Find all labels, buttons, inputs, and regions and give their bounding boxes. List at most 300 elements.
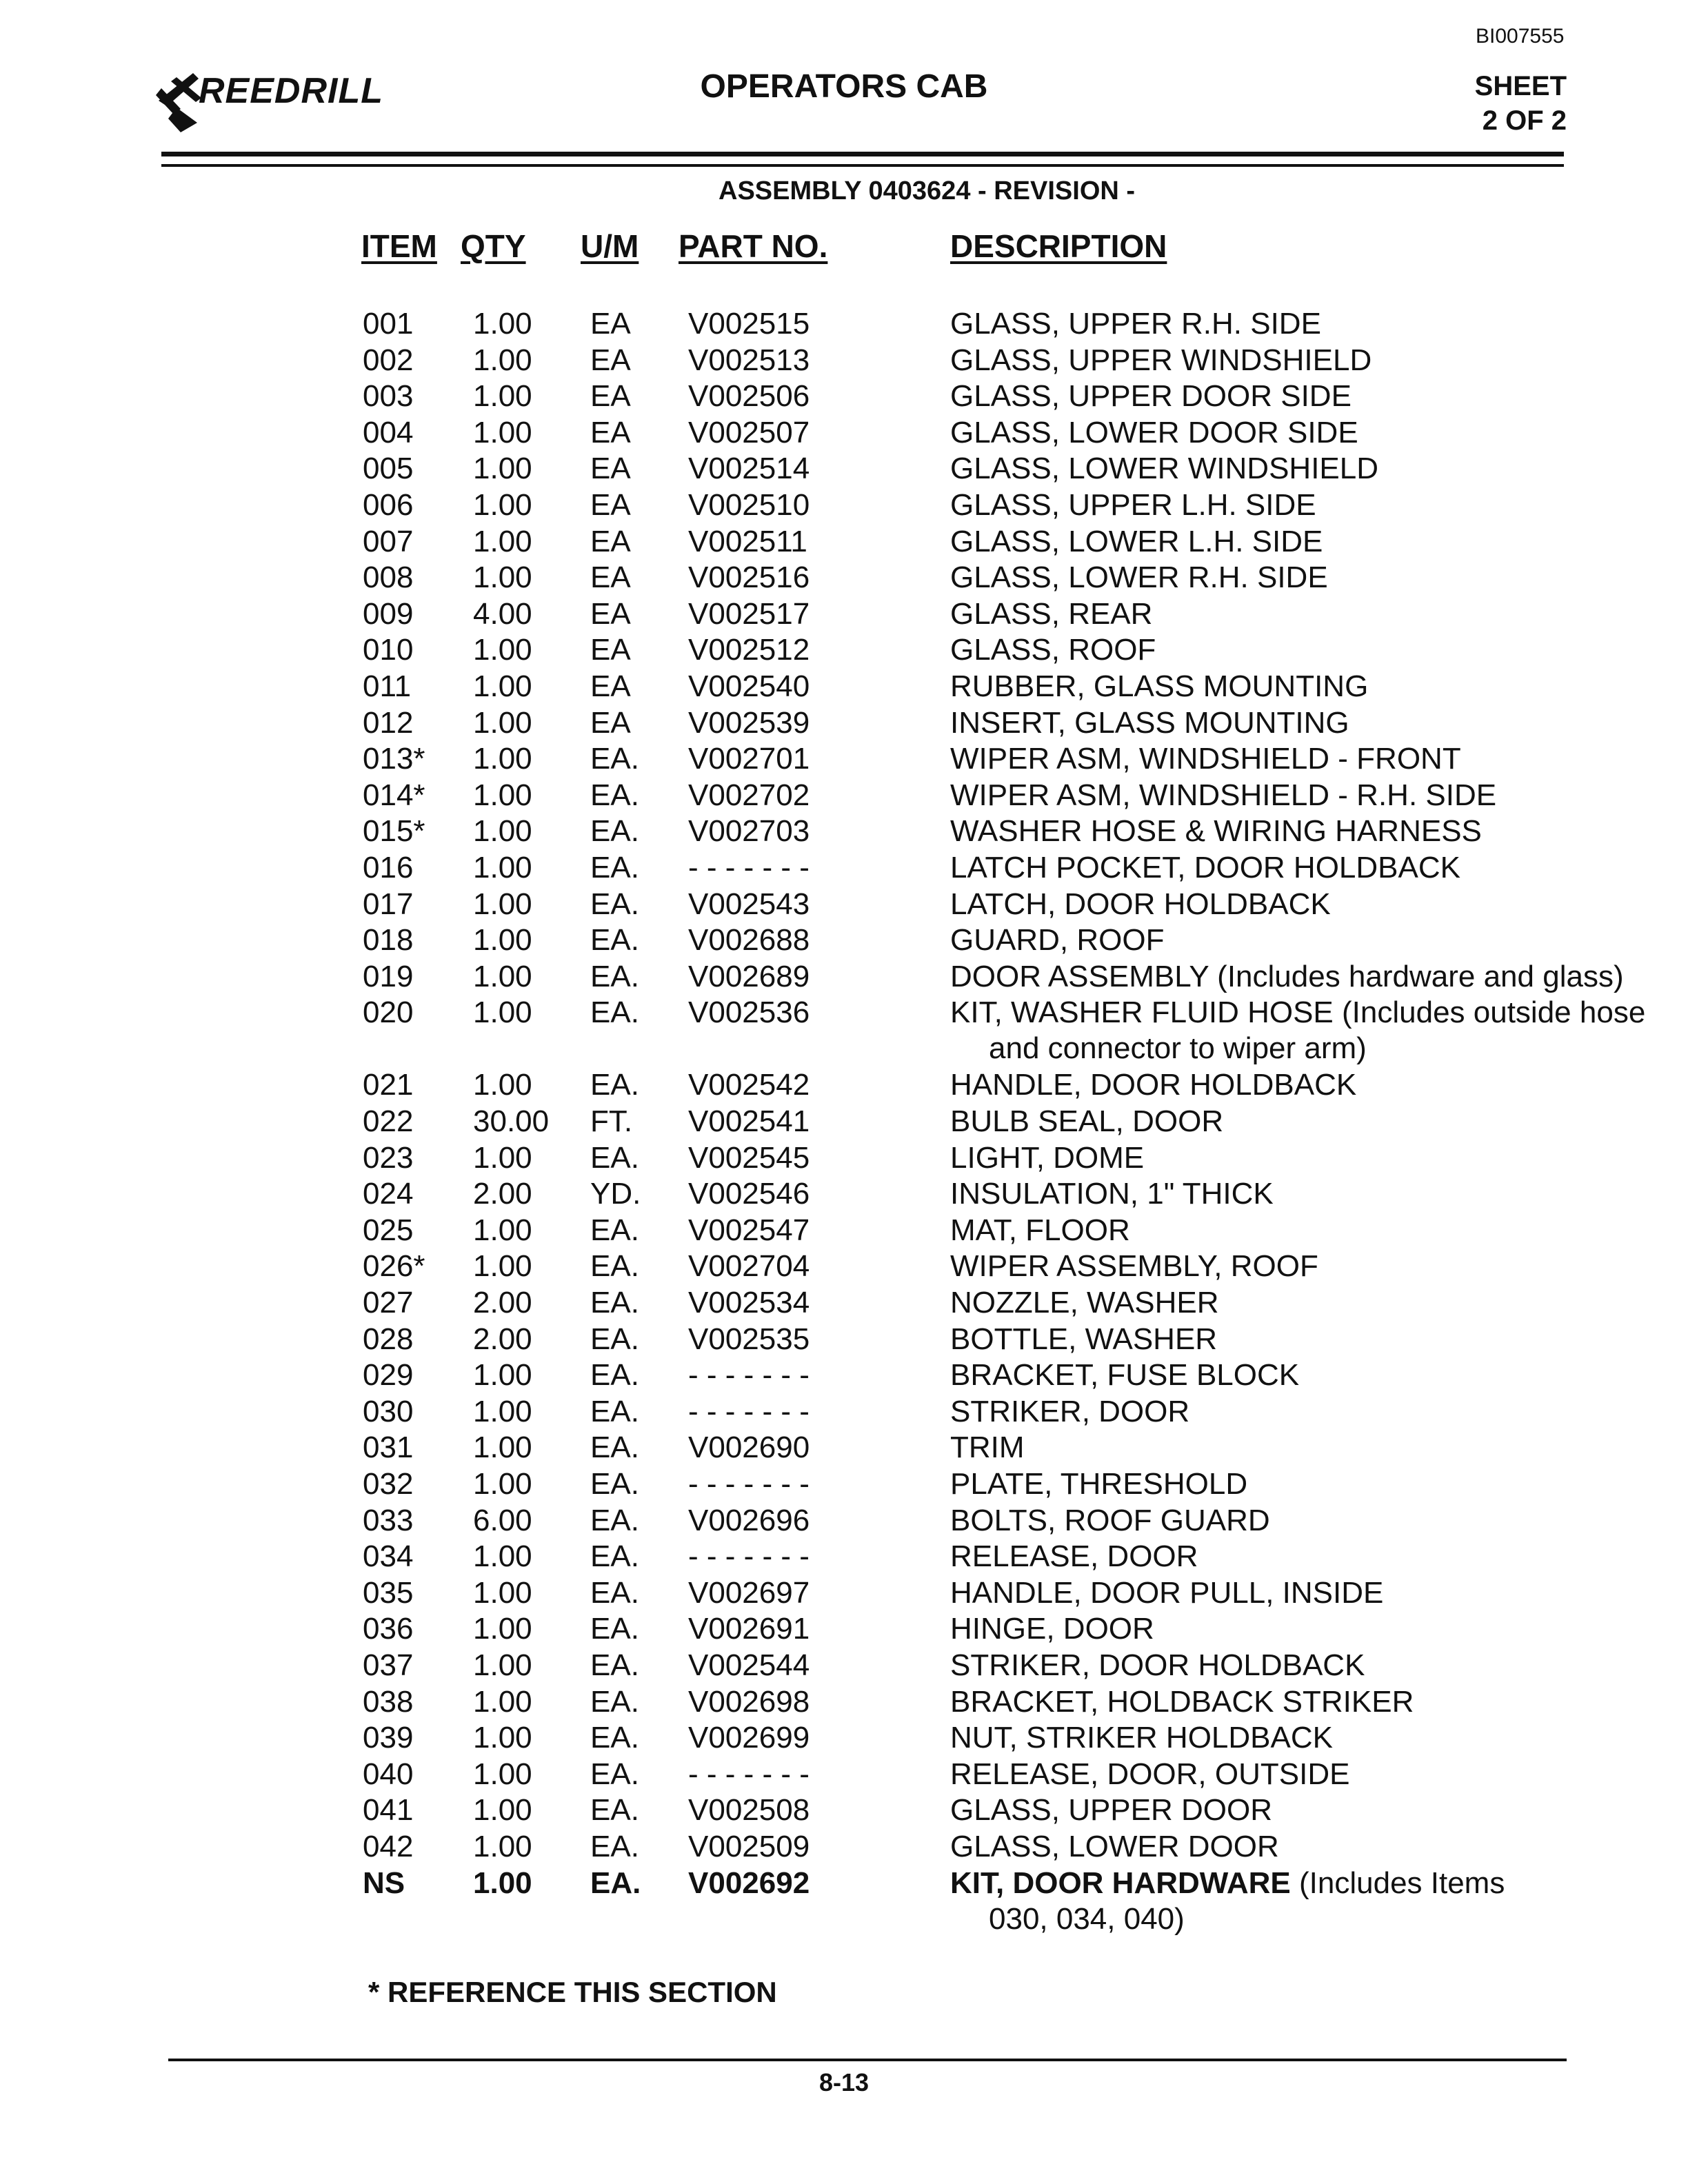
description-line (950, 1576, 1383, 1610)
item-number: 005 (363, 452, 414, 486)
description-line (950, 307, 1321, 341)
description-continuation: and connector to wiper arm) (989, 1031, 1367, 1066)
quantity: 1.00 (473, 633, 532, 667)
description-line (950, 1757, 1349, 1791)
quantity: 1.00 (473, 1648, 532, 1682)
description-text: GLASS, LOWER WINDSHIELD (950, 452, 1379, 486)
table-row (0, 705, 1688, 742)
footnote: * REFERENCE THIS SECTION (368, 1976, 777, 2008)
description (950, 1104, 1223, 1140)
description-line (950, 960, 1624, 993)
unit-of-measure: EA (590, 705, 631, 740)
table-row (0, 306, 1688, 343)
quantity: 1.00 (473, 814, 532, 849)
description-text: INSERT, GLASS MOUNTING (950, 705, 1349, 740)
item-number: 006 (363, 487, 414, 522)
description (950, 1285, 1219, 1321)
description-text: RELEASE, DOOR (950, 1539, 1198, 1574)
part-number: - - - - - - - (688, 1394, 810, 1428)
quantity: 1.00 (473, 1068, 532, 1102)
item-number: 033 (363, 1503, 414, 1537)
unit-of-measure: EA (590, 669, 631, 703)
description-line (950, 1322, 1217, 1356)
unit-of-measure: EA (590, 379, 631, 414)
quantity: 1.00 (473, 524, 532, 558)
description-text: STRIKER, DOOR (950, 1394, 1190, 1428)
description-line (950, 1467, 1247, 1501)
part-number: V002690 (688, 1430, 810, 1465)
quantity: 1.00 (473, 560, 532, 595)
unit-of-measure: EA. (590, 1068, 639, 1102)
sheet-value: 2 OF 2 (1482, 105, 1567, 136)
unit-of-measure: EA (590, 307, 631, 341)
part-number: V002513 (688, 343, 810, 377)
item-number: 004 (363, 415, 414, 449)
description (950, 1539, 1198, 1575)
table-row (0, 1757, 1688, 1793)
part-number: V002542 (688, 1068, 810, 1102)
description (950, 306, 1321, 342)
quantity: 1.00 (473, 1394, 532, 1428)
part-number: V002534 (688, 1286, 810, 1320)
item-number: 042 (363, 1829, 414, 1863)
description-line (950, 742, 1461, 776)
item-number: 010 (363, 633, 414, 667)
unit-of-measure: EA (590, 487, 631, 522)
table-row (0, 524, 1688, 560)
quantity: 2.00 (473, 1286, 532, 1320)
sheet-indicator (1475, 69, 1567, 138)
unit-of-measure: EA. (590, 1757, 639, 1791)
description-text: LATCH, DOOR HOLDBACK (950, 887, 1331, 921)
description-line (950, 814, 1482, 848)
quantity: 1.00 (473, 1430, 532, 1465)
description-line (950, 706, 1349, 740)
unit-of-measure: EA. (590, 1140, 639, 1175)
description-text: GLASS, UPPER R.H. SIDE (950, 307, 1321, 341)
brand-name: REEDRILL (199, 71, 383, 111)
description-line (950, 488, 1316, 522)
item-number: 001 (363, 307, 414, 341)
part-number: V002511 (688, 524, 807, 558)
quantity: 1.00 (473, 850, 532, 884)
description-text: (Includes Items (1290, 1866, 1505, 1900)
unit-of-measure: EA. (590, 959, 639, 993)
description (950, 487, 1316, 523)
unit-of-measure: EA. (590, 1467, 639, 1501)
description-text: BRACKET, FUSE BLOCK (950, 1358, 1300, 1393)
table-row (0, 632, 1688, 669)
description-text: GLASS, UPPER WINDSHIELD (950, 343, 1372, 377)
table-row (0, 1503, 1688, 1539)
table-row (0, 1430, 1688, 1466)
description-text: GLASS, UPPER DOOR (950, 1793, 1273, 1828)
description-text: GLASS, ROOF (950, 633, 1156, 667)
description-line (950, 1249, 1318, 1283)
description (950, 560, 1328, 596)
item-number: NS (363, 1866, 405, 1900)
description-line (950, 1866, 1505, 1900)
description-text: WIPER ASM, WINDSHIELD - FRONT (950, 742, 1461, 776)
item-number: 027 (363, 1286, 414, 1320)
item-number: 039 (363, 1721, 414, 1755)
table-row (0, 1466, 1688, 1503)
description (950, 1684, 1414, 1720)
description (950, 1829, 1279, 1865)
description-line (950, 1793, 1272, 1827)
quantity: 1.00 (473, 1829, 532, 1863)
item-number: 041 (363, 1793, 414, 1828)
description-bold: KIT, DOOR HARDWARE (950, 1866, 1291, 1900)
part-number: V002544 (688, 1648, 810, 1682)
item-number: 031 (363, 1430, 414, 1465)
quantity: 1.00 (473, 887, 532, 921)
unit-of-measure: EA. (590, 1213, 639, 1247)
item-number: 015* (363, 814, 425, 849)
table-row (0, 922, 1688, 959)
unit-of-measure: EA (590, 633, 631, 667)
part-number: - - - - - - - (688, 1467, 810, 1501)
part-number: V002541 (688, 1104, 810, 1139)
description (950, 1503, 1270, 1539)
description-text: GLASS, UPPER DOOR SIDE (950, 379, 1352, 414)
description-text: WASHER HOSE & WIRING HARNESS (950, 814, 1482, 849)
part-number: V002540 (688, 669, 810, 703)
table-row (0, 560, 1688, 596)
item-number: 026* (363, 1249, 425, 1284)
description (950, 813, 1482, 849)
quantity: 1.00 (473, 705, 532, 740)
description-text: HANDLE, DOOR HOLDBACK (950, 1068, 1357, 1102)
description (950, 959, 1624, 995)
table-row (0, 1539, 1688, 1575)
unit-of-measure: EA. (590, 1394, 639, 1428)
column-header-qty: QTY (461, 228, 526, 264)
quantity: 1.00 (473, 1721, 532, 1755)
unit-of-measure: EA. (590, 1286, 639, 1320)
description-line (950, 923, 1164, 957)
description-line (950, 1685, 1414, 1719)
description-text: BRACKET, HOLDBACK STRIKER (950, 1684, 1414, 1719)
table-row (0, 1611, 1688, 1648)
description-line (950, 1504, 1270, 1537)
part-number: V002703 (688, 814, 810, 849)
quantity: 1.00 (473, 1866, 532, 1900)
part-number: V002543 (688, 887, 810, 921)
quantity: 4.00 (473, 596, 532, 631)
quantity: 1.00 (473, 959, 532, 993)
description (950, 1866, 1505, 1937)
unit-of-measure: EA. (590, 1322, 639, 1356)
description-line (950, 1721, 1333, 1755)
description-line (950, 1648, 1365, 1682)
part-number: V002514 (688, 452, 810, 486)
description (950, 451, 1378, 487)
item-number: 017 (363, 887, 414, 921)
table-row (0, 1829, 1688, 1866)
unit-of-measure: EA. (590, 1684, 639, 1719)
table-row (0, 1648, 1688, 1684)
description-line (950, 343, 1372, 377)
unit-of-measure: EA (590, 596, 631, 631)
description-line (950, 1286, 1219, 1320)
description-text: BULB SEAL, DOOR (950, 1104, 1224, 1139)
unit-of-measure: EA. (590, 1430, 639, 1465)
unit-of-measure: EA. (590, 850, 639, 884)
unit-of-measure: EA. (590, 1793, 639, 1828)
page-number: 8-13 (818, 2068, 870, 2096)
description-line (950, 1213, 1130, 1247)
column-header-part-no: PART NO. (679, 228, 828, 264)
part-number: - - - - - - - (688, 1358, 810, 1393)
description (950, 1248, 1318, 1284)
description-text: LIGHT, DOME (950, 1140, 1145, 1175)
description-text: BOTTLE, WASHER (950, 1322, 1218, 1356)
description-line (950, 1612, 1154, 1646)
unit-of-measure: EA. (590, 778, 639, 812)
quantity: 1.00 (473, 487, 532, 522)
description-line (950, 560, 1328, 594)
quantity: 1.00 (473, 379, 532, 414)
header-rule-thin (161, 164, 1564, 167)
item-number: 021 (363, 1068, 414, 1102)
description-text: GLASS, LOWER DOOR (950, 1829, 1279, 1863)
part-number: V002546 (688, 1177, 810, 1211)
item-number: 022 (363, 1104, 414, 1139)
doc-code: BI007555 (1476, 25, 1565, 48)
description (950, 524, 1323, 560)
item-number: 035 (363, 1575, 414, 1610)
unit-of-measure: EA (590, 524, 631, 558)
item-number: 007 (363, 524, 414, 558)
description (950, 1720, 1333, 1756)
table-row (0, 1575, 1688, 1612)
table-row (0, 451, 1688, 487)
part-number: V002699 (688, 1721, 810, 1755)
quantity: 1.00 (473, 343, 532, 377)
unit-of-measure: EA. (590, 1648, 639, 1682)
description-text: GLASS, LOWER L.H. SIDE (950, 524, 1323, 558)
description (950, 1176, 1274, 1212)
item-number: 012 (363, 705, 414, 740)
table-row (0, 1176, 1688, 1213)
item-number: 028 (363, 1322, 414, 1356)
description (950, 596, 1152, 632)
part-number: V002508 (688, 1793, 810, 1828)
description (950, 1575, 1383, 1611)
description (950, 741, 1461, 777)
table-row (0, 1866, 1688, 1938)
item-number: 002 (363, 343, 414, 377)
quantity: 1.00 (473, 1467, 532, 1501)
description-line (950, 887, 1331, 921)
unit-of-measure: EA. (590, 814, 639, 849)
description (950, 669, 1368, 705)
unit-of-measure: EA. (590, 1829, 639, 1863)
description (950, 887, 1331, 922)
quantity: 1.00 (473, 1757, 532, 1791)
description (950, 415, 1358, 451)
description (950, 1611, 1154, 1647)
quantity: 1.00 (473, 1575, 532, 1610)
table-row (0, 995, 1688, 1067)
table-row (0, 1394, 1688, 1430)
quantity: 1.00 (473, 1793, 532, 1828)
part-number: V002691 (688, 1612, 810, 1646)
part-number: V002547 (688, 1213, 810, 1247)
quantity: 1.00 (473, 452, 532, 486)
item-number: 013* (363, 742, 425, 776)
page-title: OPERATORS CAB (700, 68, 988, 105)
part-number: V002535 (688, 1322, 810, 1356)
unit-of-measure: EA. (590, 887, 639, 921)
table-row (0, 1285, 1688, 1322)
description (950, 995, 1645, 1066)
part-number: - - - - - - - (688, 1539, 810, 1574)
part-number: V002517 (688, 596, 810, 631)
sheet-label: SHEET (1474, 71, 1567, 101)
quantity: 1.00 (473, 995, 532, 1030)
item-number: 019 (363, 959, 414, 993)
table-row (0, 813, 1688, 850)
item-number: 037 (363, 1648, 414, 1682)
description-text: NOZZLE, WASHER (950, 1286, 1219, 1320)
description-text: RELEASE, DOOR, OUTSIDE (950, 1757, 1350, 1791)
part-number: V002545 (688, 1140, 810, 1175)
description (950, 1322, 1217, 1357)
table-row (0, 1357, 1688, 1394)
description (950, 1466, 1247, 1502)
part-number: V002539 (688, 705, 810, 740)
quantity: 1.00 (473, 1539, 532, 1574)
part-number: V002698 (688, 1684, 810, 1719)
quantity: 6.00 (473, 1503, 532, 1537)
quantity: 1.00 (473, 1213, 532, 1247)
description (950, 778, 1496, 813)
table-row (0, 1248, 1688, 1285)
part-number: V002688 (688, 923, 810, 958)
table-row (0, 415, 1688, 452)
description (950, 1213, 1130, 1248)
description-text: INSULATION, 1" THICK (950, 1177, 1274, 1211)
description (950, 1430, 1025, 1466)
description-line (950, 379, 1352, 413)
description-line (950, 1358, 1299, 1392)
description (950, 1792, 1272, 1828)
table-row (0, 850, 1688, 887)
part-number: V002704 (688, 1249, 810, 1284)
part-number: V002702 (688, 778, 810, 812)
part-number: V002507 (688, 415, 810, 449)
quantity: 1.00 (473, 923, 532, 958)
quantity: 2.00 (473, 1177, 532, 1211)
description-line (950, 1104, 1223, 1138)
item-number: 020 (363, 995, 414, 1030)
description-text: TRIM (950, 1430, 1025, 1465)
description-text: STRIKER, DOOR HOLDBACK (950, 1648, 1365, 1682)
table-row (0, 959, 1688, 995)
description-text: GUARD, ROOF (950, 923, 1165, 958)
description-line (950, 1430, 1025, 1464)
unit-of-measure: EA. (590, 1503, 639, 1537)
table-row (0, 596, 1688, 633)
description (950, 1140, 1144, 1176)
description-line (950, 1068, 1356, 1102)
unit-of-measure: EA (590, 452, 631, 486)
quantity: 1.00 (473, 415, 532, 449)
quantity: 1.00 (473, 1140, 532, 1175)
part-number: V002510 (688, 487, 810, 522)
table-row (0, 1140, 1688, 1177)
unit-of-measure: EA. (590, 1721, 639, 1755)
description-line (950, 1539, 1198, 1573)
part-number: V002701 (688, 742, 810, 776)
part-number: V002516 (688, 560, 810, 595)
column-header-um: U/M (581, 228, 639, 264)
quantity: 1.00 (473, 1684, 532, 1719)
quantity: 1.00 (473, 669, 532, 703)
quantity: 1.00 (473, 1249, 532, 1284)
description (950, 343, 1372, 378)
description-text: MAT, FLOOR (950, 1213, 1130, 1247)
item-number: 009 (363, 596, 414, 631)
item-number: 008 (363, 560, 414, 595)
quantity: 1.00 (473, 742, 532, 776)
description (950, 922, 1164, 958)
description-text: GLASS, REAR (950, 596, 1153, 631)
quantity: 30.00 (473, 1104, 550, 1139)
footer-rule (168, 2059, 1567, 2061)
description-text: KIT, WASHER FLUID HOSE (Includes outside hose (950, 995, 1646, 1030)
part-number: V002506 (688, 379, 810, 414)
part-number: V002512 (688, 633, 810, 667)
item-number: 040 (363, 1757, 414, 1791)
table-row (0, 1067, 1688, 1104)
part-number: V002696 (688, 1503, 810, 1537)
item-number: 029 (363, 1358, 414, 1393)
description-text: GLASS, UPPER L.H. SIDE (950, 487, 1316, 522)
description-line (950, 1177, 1274, 1211)
description-text: BOLTS, ROOF GUARD (950, 1503, 1270, 1537)
unit-of-measure: EA. (590, 923, 639, 958)
table-row (0, 487, 1688, 524)
description (950, 1394, 1189, 1430)
table-row (0, 1720, 1688, 1757)
description-text: WIPER ASM, WINDSHIELD - R.H. SIDE (950, 778, 1497, 812)
part-number: V002692 (688, 1866, 810, 1900)
description-text: NUT, STRIKER HOLDBACK (950, 1721, 1333, 1755)
description (950, 1357, 1299, 1393)
quantity: 1.00 (473, 778, 532, 812)
description-line (950, 416, 1358, 449)
unit-of-measure: EA. (590, 742, 639, 776)
parts-table (0, 306, 1688, 1938)
table-row (0, 1684, 1688, 1721)
description-text: DOOR ASSEMBLY (Includes hardware and glass) (950, 959, 1624, 993)
unit-of-measure: EA. (590, 995, 639, 1030)
description (950, 1757, 1349, 1792)
part-number: V002697 (688, 1575, 810, 1610)
item-number: 014* (363, 778, 425, 812)
quantity: 1.00 (473, 307, 532, 341)
table-row (0, 1104, 1688, 1140)
unit-of-measure: EA. (590, 1358, 639, 1393)
description-text: GLASS, LOWER R.H. SIDE (950, 560, 1328, 595)
table-row (0, 1792, 1688, 1829)
header-rule-thick (161, 152, 1564, 156)
unit-of-measure: EA (590, 415, 631, 449)
item-number: 023 (363, 1140, 414, 1175)
